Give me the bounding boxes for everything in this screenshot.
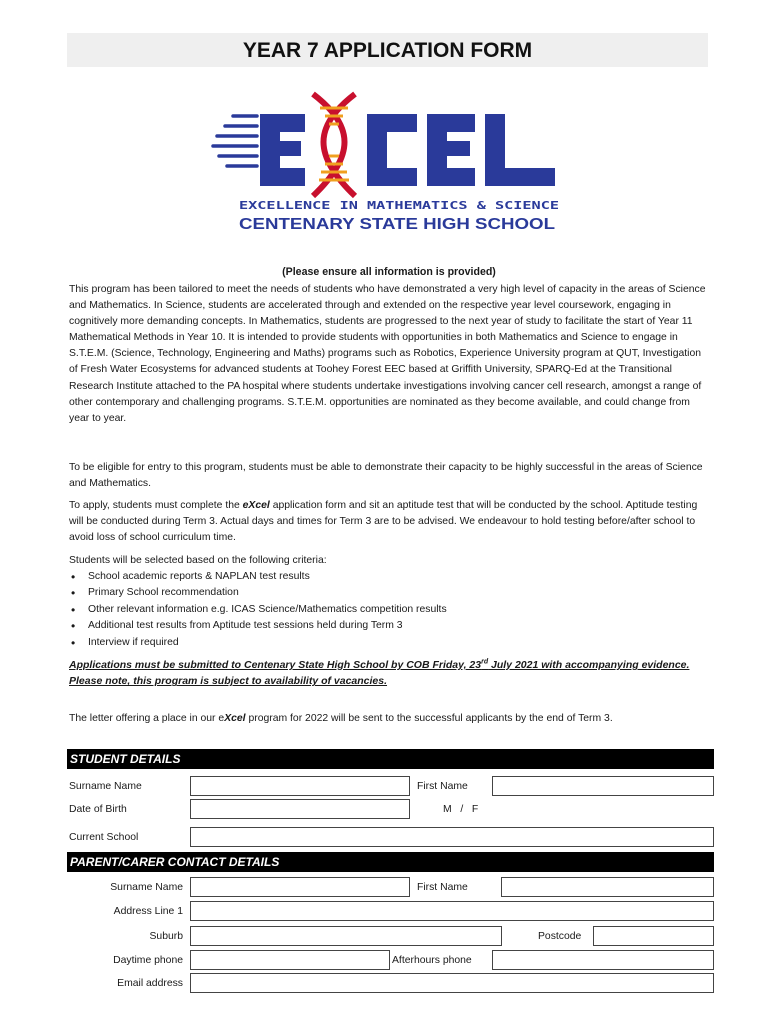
list-item: • School academic reports & NAPLAN test results [69, 569, 709, 585]
parent-first-name-label: First Name [417, 882, 468, 893]
suburb-label: Suburb [149, 931, 183, 942]
list-item: • Other relevant information e.g. ICAS Science/Mathematics competition results [69, 602, 709, 618]
parent-details-header: PARENT/CARER CONTACT DETAILS [67, 852, 714, 872]
criteria-intro: Students will be selected based on the following criteria: [69, 555, 327, 566]
parent-first-name-field[interactable] [501, 877, 714, 897]
email-field[interactable] [190, 973, 714, 993]
postcode-label: Postcode [538, 931, 582, 942]
afterhours-phone-field[interactable] [492, 950, 714, 970]
address-field[interactable] [190, 901, 714, 921]
submission-deadline-notice: Applications must be submitted to Centenary State High School by COB Friday, 23rd July 2021 with accompanying evidence. Please note, this program is subject to availability of vacancies. [69, 658, 690, 688]
intro-heading: (Please ensure all information is provided) [282, 266, 496, 278]
list-item: • Additional test results from Aptitude test sessions held during Term 3 [69, 618, 709, 634]
daytime-phone-field[interactable] [190, 950, 390, 970]
gender-selector[interactable]: M / F [443, 804, 479, 815]
current-school-label: Current School [69, 832, 139, 843]
afterhours-phone-label: Afterhours phone [392, 955, 472, 966]
email-label: Email address [117, 978, 183, 989]
application-text: To apply, students must complete the eXcel application form and sit an aptitude test that will be conducted by the school. Aptitude testing will be conducted during Term 3. Actual days and times for Term 3 are to be advised. We endeavour to hold testing before/after school to avoid loss of school curriculum time. [69, 500, 698, 544]
criteria-list [69, 569, 709, 651]
list-item: • Interview if required [69, 635, 709, 651]
logo-letter-e2 [427, 114, 475, 186]
student-surname-label: Surname Name [69, 781, 142, 792]
logo-letter-c [367, 114, 417, 186]
logo-school-name: CENTENARY STATE HIGH SCHOOL [239, 216, 556, 233]
student-details-header: STUDENT DETAILS [67, 749, 714, 769]
student-first-name-field[interactable] [492, 776, 714, 796]
list-item: • Primary School recommendation [69, 585, 709, 601]
address-label: Address Line 1 [113, 906, 183, 917]
speed-lines [213, 116, 257, 166]
eligibility-text: To be eligible for entry to this program, students must be able to demonstrate their capacity to be highly successful in the areas of Science and Mathematics. [69, 462, 703, 490]
student-first-name-label: First Name [417, 781, 468, 792]
daytime-phone-label: Daytime phone [113, 955, 183, 966]
excel-logo [205, 86, 565, 238]
logo-letter-l [485, 114, 555, 186]
program-description: This program has been tailored to meet the needs of students who have demonstrated a very high level of capacity in the areas of Science and Mathematics. In Science, students are accelerated through and extended on the respective year level coursework, engaging in cognitively more demanding concepts. In Mathematics, students are progressed to the next year of study to facilitate the start of Year 11 Mathematical Methods in Year 10. It is intended to provide students with opportunities in both Mathematics and Science to engage in S.T.E.M. (Science, Technology, Engineering and Maths) programs such as Robotics, Experience University program at QUT, Investigation of Fresh Water Ecosystems for advanced students at Toohey Forest EEC based at Griffith University, SPARQ-Ed at the Transitional Research Institute attached to the PA hospital where students undertake investigations involving cancer cell research, amongst a range of other contemporary and challenging programs. S.T.E.M. opportunities are nominated as they become available, and could change from year to year. [69, 284, 706, 424]
postcode-field[interactable] [593, 926, 714, 946]
logo-letter-e [260, 114, 305, 186]
student-dob-field[interactable] [190, 799, 410, 819]
offer-letter-text: The letter offering a place in our eXcel program for 2022 will be sent to the successful applicants by the end of Term 3. [69, 713, 613, 724]
student-surname-field[interactable] [190, 776, 410, 796]
logo-tagline: EXCELLENCE IN MATHEMATICS & SCIENCE [239, 199, 559, 212]
form-title: YEAR 7 APPLICATION FORM [67, 33, 708, 67]
parent-surname-field[interactable] [190, 877, 410, 897]
suburb-field[interactable] [190, 926, 502, 946]
student-dob-label: Date of Birth [69, 804, 127, 815]
parent-surname-label: Surname Name [110, 882, 183, 893]
current-school-field[interactable] [190, 827, 714, 847]
